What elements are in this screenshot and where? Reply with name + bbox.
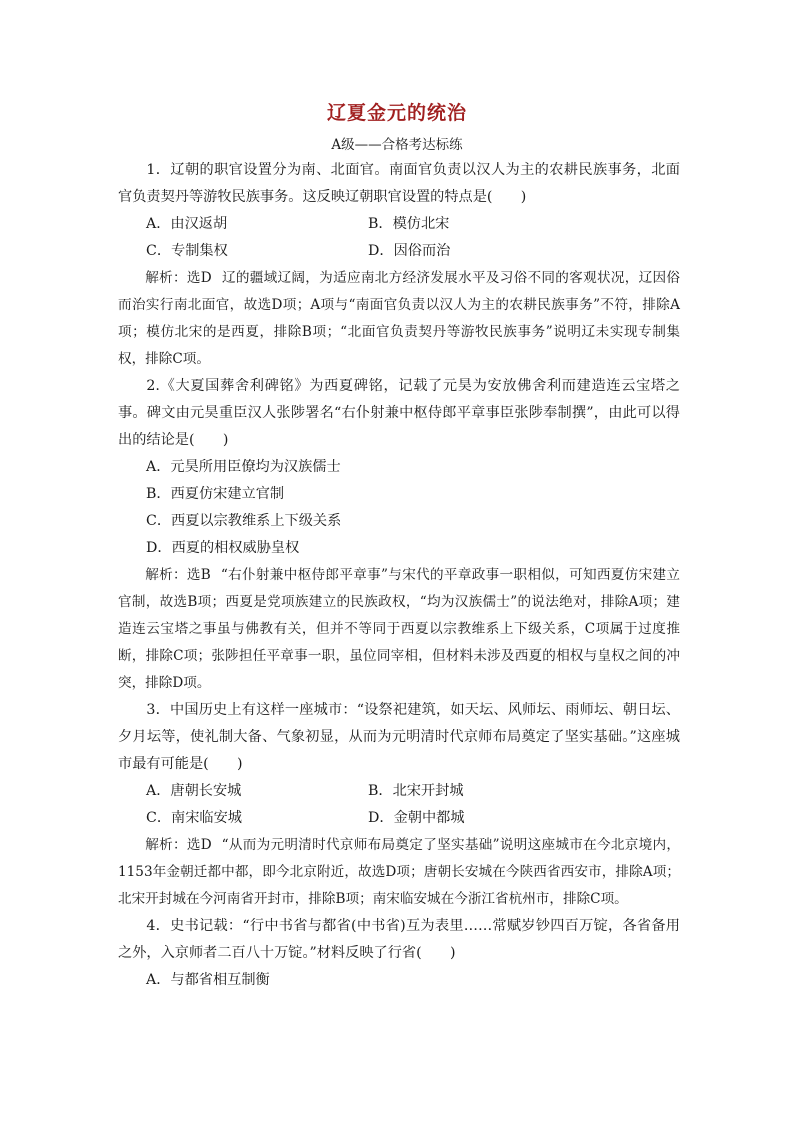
question-1-stem: 1．辽朝的职官设置分为南、北面官。南面官负责以汉人为主的农耕民族事务，北面官负责契丹等游牧民族事务。这反映辽朝职官设置的特点是( ) <box>118 162 680 205</box>
question-1-option-c: C．专制集权 <box>146 243 228 259</box>
section-subtitle: A级——合格考达标练 <box>331 137 463 153</box>
question-3-analysis-text: “从而为元明清时代京师布局奠定了坚实基础”说明这座城市在今北京境内，1153年金朝迁都中都，即今北京附近，故选D项；唐朝长安城在今陕西省西安市，排除A项；北宋开封城在今河南省开封市，排除B项；南宋临安城在今浙江省杭州市，排除C项。 <box>118 837 680 907</box>
question-1-option-d: D．因俗而治 <box>368 243 451 259</box>
question-2-option-a: A．元昊所用臣僚均为汉族儒士 <box>146 459 341 475</box>
question-3-option-d: D．金朝中都城 <box>368 810 465 826</box>
question-3-option-c: C．南宋临安城 <box>146 810 242 826</box>
question-1-option-b: B．模仿北宋 <box>368 216 450 232</box>
question-2-option-d: D．西夏的相权威胁皇权 <box>146 540 300 556</box>
question-1-analysis-text: 辽的疆域辽阔，为适应南北方经济发展水平及习俗不同的客观状况，辽因俗而治实行南北面官，故选D项；A项与“南面官负责以汉人为主的农耕民族事务”不符，排除A项；模仿北宋的是西夏，排除B项；“北面官负责契丹等游牧民族事务”说明辽未实现专制集权，排除C项。 <box>118 270 681 367</box>
question-1-options-row-1 <box>118 211 680 238</box>
question-3-stem: 3．中国历史上有这样一座城市：“设祭祀建筑，如天坛、风师坛、雨师坛、朝日坛、夕月坛等，使礼制大备、气象初显，从而为元明清时代京师布局奠定了坚实基础。”这座城市最有可能是( ) <box>118 702 680 772</box>
document-body <box>118 157 680 994</box>
question-4-option-a: A．与都省相互制衡 <box>146 972 270 988</box>
question-3-option-b: B．北宋开封城 <box>368 783 464 799</box>
question-3-options-row-2 <box>118 805 680 832</box>
question-3-options-row-1 <box>118 778 680 805</box>
question-3-option-a: A．唐朝长安城 <box>146 783 242 799</box>
document-title: 辽夏金元的统治 <box>326 102 467 124</box>
question-2-option-b: B．西夏仿宋建立官制 <box>146 486 285 502</box>
question-2-option-c: C．西夏以宗教维系上下级关系 <box>146 513 342 529</box>
question-1-options-row-2 <box>118 238 680 265</box>
question-3-analysis <box>118 832 680 913</box>
question-4-stem: 4．史书记载：“行中书省与都省(中书省)互为表里……常赋岁钞四百万锭，各省备用之外，入京师者二百八十万锭。”材料反映了行省( ) <box>118 918 680 961</box>
question-1-analysis <box>118 265 680 373</box>
question-2-stem: 2.《大夏国葬舍利碑铭》为西夏碑铭，记载了元昊为安放佛舍利而建造连云宝塔之事。碑文由元昊重臣汉人张陟署名“右仆射兼中枢侍郎平章事臣张陟奉制撰”，由此可以得出的结论是( ) <box>118 378 680 448</box>
question-1-option-a: A．由汉返胡 <box>146 216 228 232</box>
question-2-analysis-label: 解析：选B <box>145 567 211 583</box>
question-3-analysis-label: 解析：选D <box>145 837 212 853</box>
question-1-analysis-label: 解析：选D <box>145 270 212 286</box>
question-2-analysis-text: “右仆射兼中枢侍郎平章事”与宋代的平章政事一职相似，可知西夏仿宋建立官制，故选B项；西夏是党项族建立的民族政权，“均为汉族儒士”的说法绝对，排除A项；建造连云宝塔之事虽与佛教有关，但并不等同于西夏以宗教维系上下级关系，C项属于过度推断，排除C项；张陟担任平章事一职，虽位同宰相，但材料未涉及西夏的相权与皇权之间的冲突，排除D项。 <box>118 567 680 691</box>
question-2-analysis <box>118 562 680 697</box>
